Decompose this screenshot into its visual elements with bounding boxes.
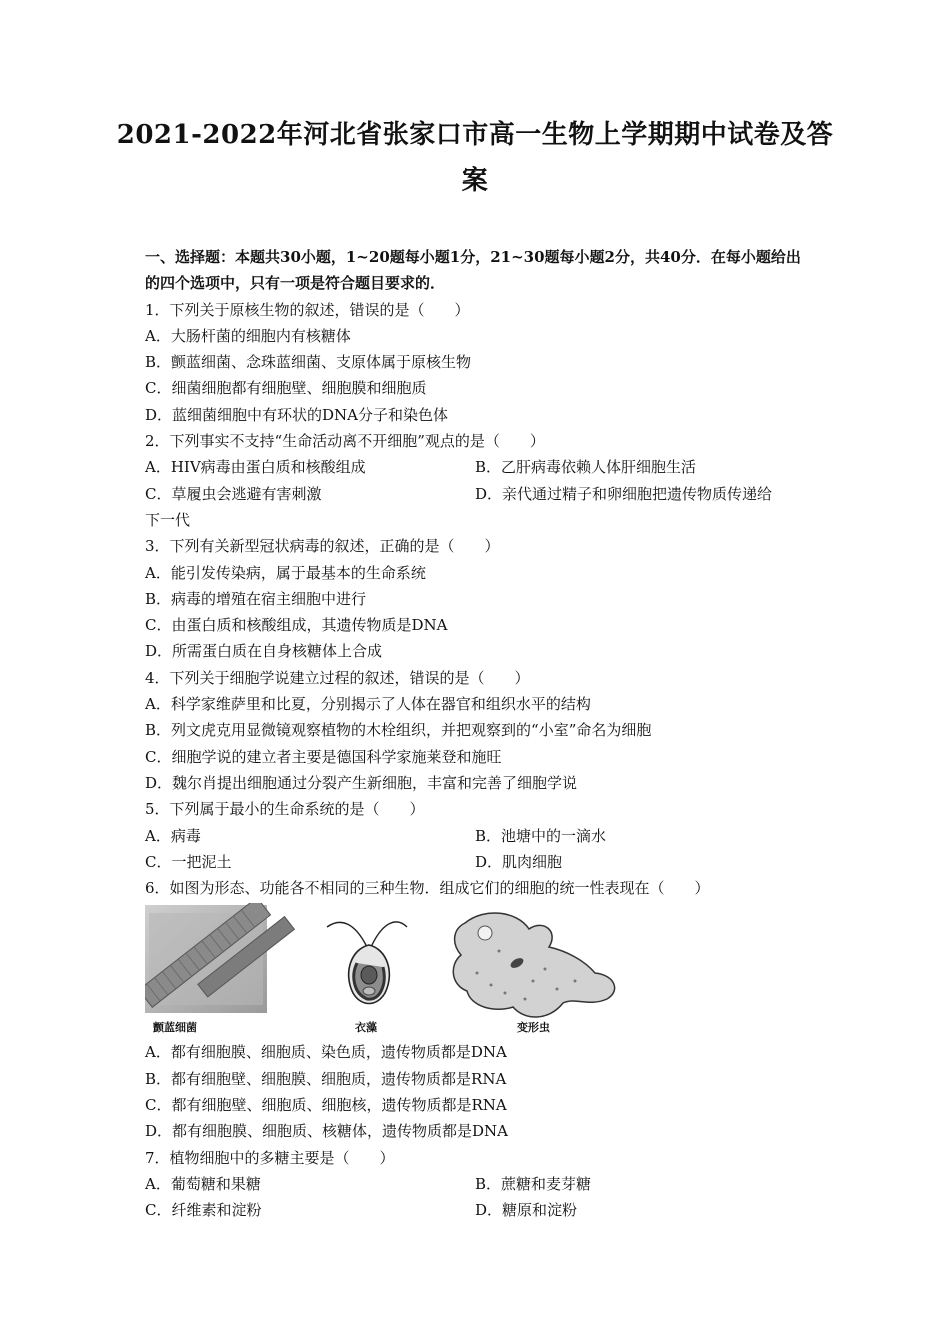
section-heading: 一、选择题：本题共30小题，1~20题每小题1分，21~30题每小题2分，共40分．在每小题给出的四个选项中，只有一项是符合题目要求的．: [145, 248, 801, 293]
question-stem: 2．下列事实不支持“生命活动离不开细胞”观点的是（ ）: [145, 432, 545, 451]
option-b: B．都有细胞壁、细胞膜、细胞质，遗传物质都是RNA: [145, 1069, 507, 1088]
question-5: [145, 796, 810, 875]
option-b: B．列文虎克用显微镜观察植物的木栓组织，并把观察到的“小室”命名为细胞: [145, 721, 652, 740]
option-c: C．细菌细胞都有细胞壁、细胞膜和细胞质: [145, 379, 427, 398]
option-c: C．都有细胞壁、细胞质、细胞核，遗传物质都是RNA: [145, 1096, 507, 1115]
option-c: C．细胞学说的建立者主要是德国科学家施莱登和施旺: [145, 747, 502, 766]
option-c: C．一把泥土: [145, 852, 232, 871]
option-a: A．葡萄糖和果糖: [145, 1174, 261, 1193]
option-a: A．能引发传染病，属于最基本的生命系统: [145, 563, 426, 582]
option-b: B．乙肝病毒依赖人体肝细胞生活: [475, 458, 697, 477]
title-line-1: 2021-2022年河北省张家口市高一生物上学期期中试卷及答: [116, 120, 834, 150]
question-4: [145, 665, 810, 796]
option-d-continuation: 下一代: [145, 510, 191, 529]
question-stem: 7．植物细胞中的多糖主要是（ ）: [145, 1148, 395, 1167]
organism-illustration: [145, 903, 625, 1039]
option-a: A．科学家维萨里和比夏，分别揭示了人体在器官和组织水平的结构: [145, 695, 591, 714]
question-7: [145, 1145, 810, 1224]
option-a: A．病毒: [145, 826, 201, 845]
option-d: D．糖原和淀粉: [475, 1201, 578, 1220]
question-stem: 5．下列属于最小的生命系统的是（ ）: [145, 800, 425, 819]
chlamydomonas-drawing: [327, 922, 407, 1004]
option-b: B．池塘中的一滴水: [475, 826, 607, 845]
question-3: [145, 533, 810, 664]
option-d: D．都有细胞膜、细胞质、核糖体，遗传物质都是DNA: [145, 1122, 509, 1141]
exam-content: [145, 244, 810, 1224]
figure-label-cyanobacteria: 颤蓝细菌: [153, 1021, 197, 1035]
option-c: C．由蛋白质和核酸组成，其遗传物质是DNA: [145, 616, 448, 635]
organism-figure: [145, 903, 625, 1039]
option-a: A．大肠杆菌的细胞内有核糖体: [145, 326, 351, 345]
question-6: [145, 875, 810, 1144]
question-stem: 6．如图为形态、功能各不相同的三种生物．组成它们的细胞的统一性表现在（ ）: [145, 879, 710, 898]
title-line-2: 案: [461, 166, 489, 196]
cyanobacteria-micrograph: [145, 903, 294, 1028]
option-c: C．草履虫会逃避有害刺激: [145, 484, 322, 503]
option-d: D．亲代通过精子和卵细胞把遗传物质传递给: [475, 484, 773, 503]
amoeba-drawing: [453, 913, 614, 1017]
option-d: D．肌肉细胞: [475, 852, 563, 871]
question-1: [145, 297, 810, 428]
option-b: B．病毒的增殖在宿主细胞中进行: [145, 589, 367, 608]
option-d: D．所需蛋白质在自身核糖体上合成: [145, 642, 383, 661]
figure-label-amoeba: 变形虫: [517, 1021, 550, 1035]
option-a: A．HIV病毒由蛋白质和核酸组成: [145, 458, 366, 477]
option-d: D．魏尔肖提出细胞通过分裂产生新细胞，丰富和完善了细胞学说: [145, 773, 578, 792]
question-stem: 1．下列关于原核生物的叙述，错误的是（ ）: [145, 300, 470, 319]
document-title: [100, 112, 850, 204]
question-2: [145, 428, 810, 533]
option-b: B．颤蓝细菌、念珠蓝细菌、支原体属于原核生物: [145, 353, 472, 372]
question-stem: 4．下列关于细胞学说建立过程的叙述，错误的是（ ）: [145, 668, 530, 687]
question-stem: 3．下列有关新型冠状病毒的叙述，正确的是（ ）: [145, 537, 500, 556]
option-a: A．都有细胞膜、细胞质、染色质，遗传物质都是DNA: [145, 1043, 507, 1062]
option-c: C．纤维素和淀粉: [145, 1201, 262, 1220]
option-d: D．蓝细菌细胞中有环状的DNA分子和染色体: [145, 405, 449, 424]
option-b: B．蔗糖和麦芽糖: [475, 1174, 592, 1193]
figure-label-chlamydomonas: 衣藻: [355, 1021, 377, 1035]
